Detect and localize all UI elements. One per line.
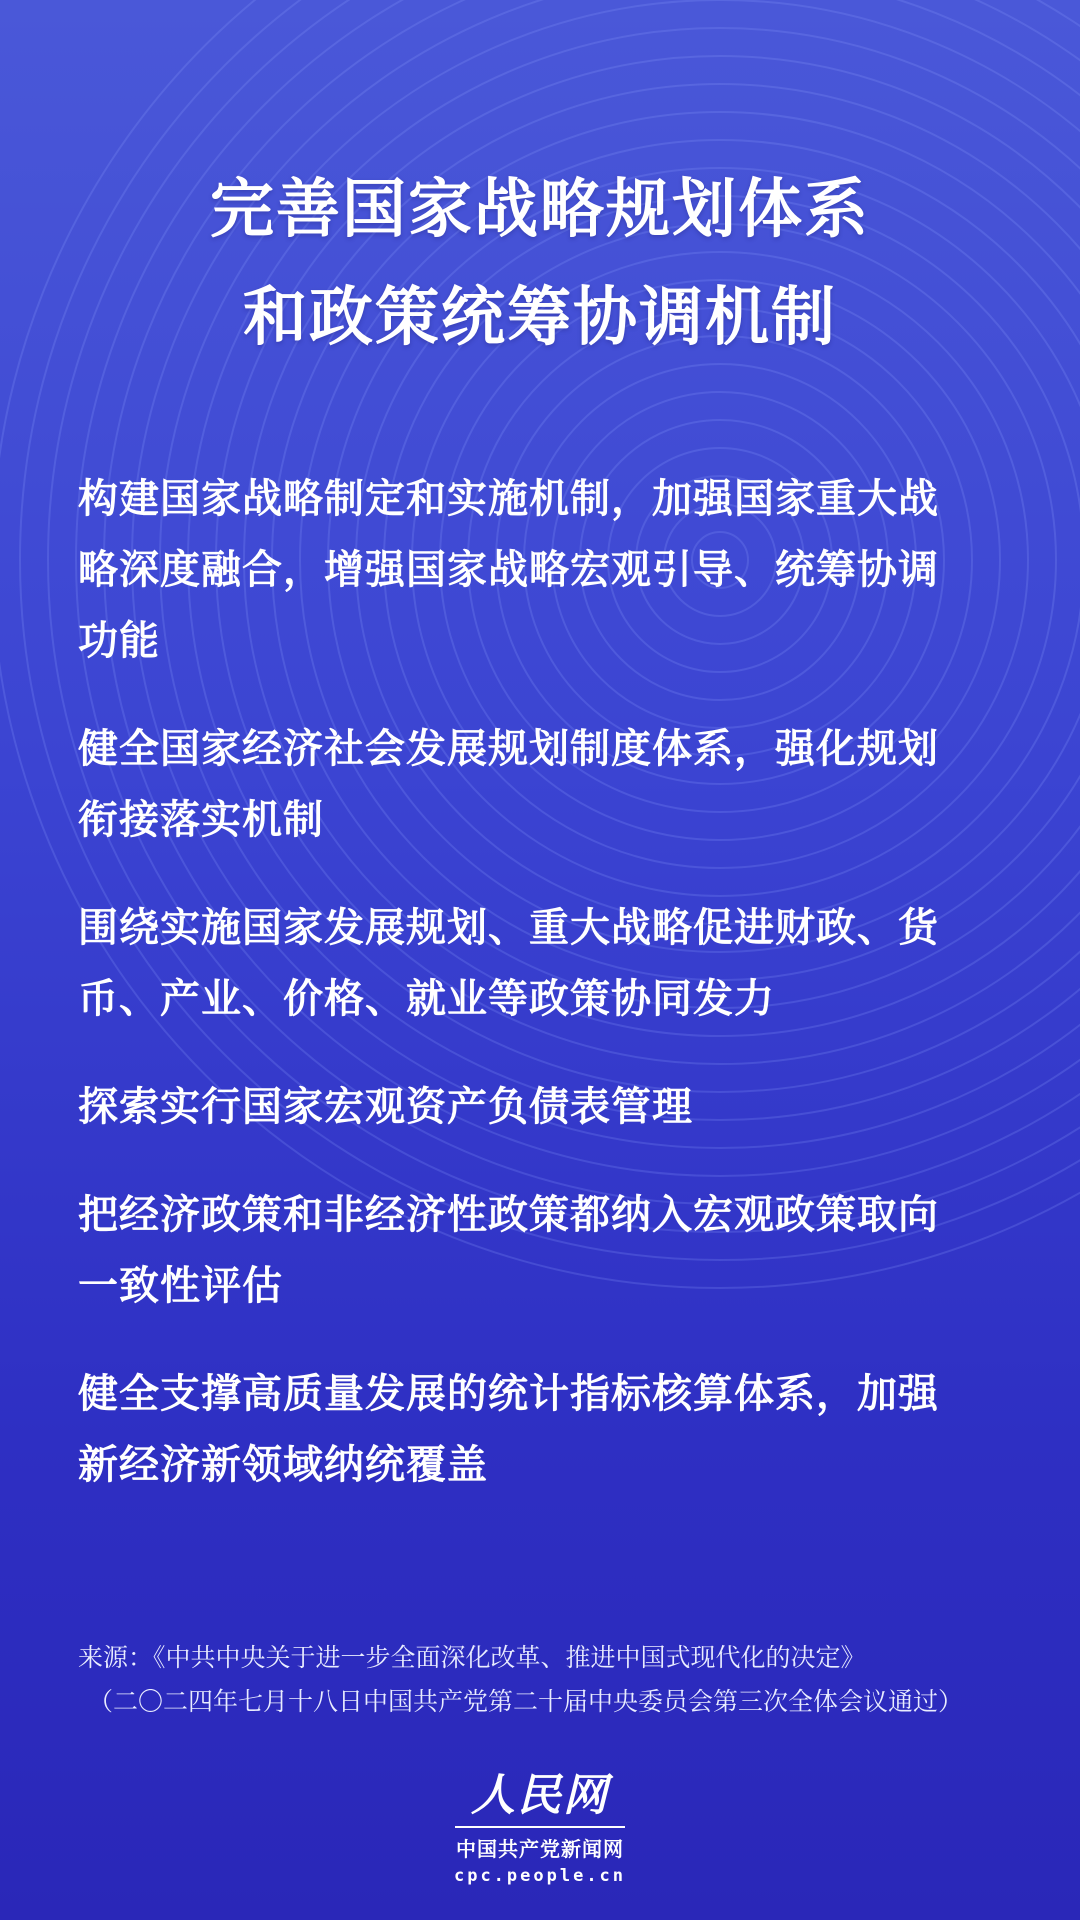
footer-branding <box>0 1770 1080 1888</box>
footer-site-name: 中国共产党新闻网 <box>456 1837 624 1861</box>
page-title-line-2: 和政策统筹协调机制 <box>243 281 837 355</box>
policy-point-line: 把经济政策和非经济性政策都纳入宏观政策取向 <box>78 1192 939 1238</box>
policy-point-line: 衔接落实机制 <box>78 797 324 843</box>
policy-point-line: 构建国家战略制定和实施机制，加强国家重大战 <box>78 476 939 522</box>
policy-point-line: 略深度融合，增强国家战略宏观引导、统筹协调 <box>78 547 939 593</box>
policy-point-line: 探索实行国家宏观资产负债表管理 <box>78 1084 693 1130</box>
policy-point-1 <box>78 464 1008 677</box>
source-line-2: （二〇二四年七月十八日中国共产党第二十届中央委员会第三次全体会议通过） <box>88 1687 964 1716</box>
policy-point-line: 功能 <box>78 618 160 664</box>
policy-points-list <box>78 464 1008 1538</box>
policy-point-6 <box>78 1359 1008 1501</box>
page-title-line-1: 完善国家战略规划体系 <box>210 173 870 247</box>
policy-point-line: 一致性评估 <box>78 1263 283 1309</box>
policy-point-5 <box>78 1180 1008 1322</box>
footer-site-url: cpc.people.cn <box>453 1866 627 1886</box>
policy-point-line: 围绕实施国家发展规划、重大战略促进财政、货 <box>78 905 939 951</box>
source-note <box>78 1636 1018 1724</box>
policy-point-line: 新经济新领域纳统覆盖 <box>78 1442 488 1488</box>
policy-point-4 <box>78 1072 1008 1143</box>
policy-point-line: 币、产业、价格、就业等政策协同发力 <box>78 976 775 1022</box>
policy-point-3 <box>78 893 1008 1035</box>
logo-divider <box>455 1826 625 1828</box>
policy-point-line: 健全国家经济社会发展规划制度体系，强化规划 <box>78 726 939 772</box>
policy-point-2 <box>78 714 1008 856</box>
source-line-1: 来源：《中共中央关于进一步全面深化改革、推进中国式现代化的决定》 <box>78 1643 866 1672</box>
policy-point-line: 健全支撑高质量发展的统计指标核算体系，加强 <box>78 1371 939 1417</box>
people-daily-logo: 人民网 <box>471 1770 609 1821</box>
